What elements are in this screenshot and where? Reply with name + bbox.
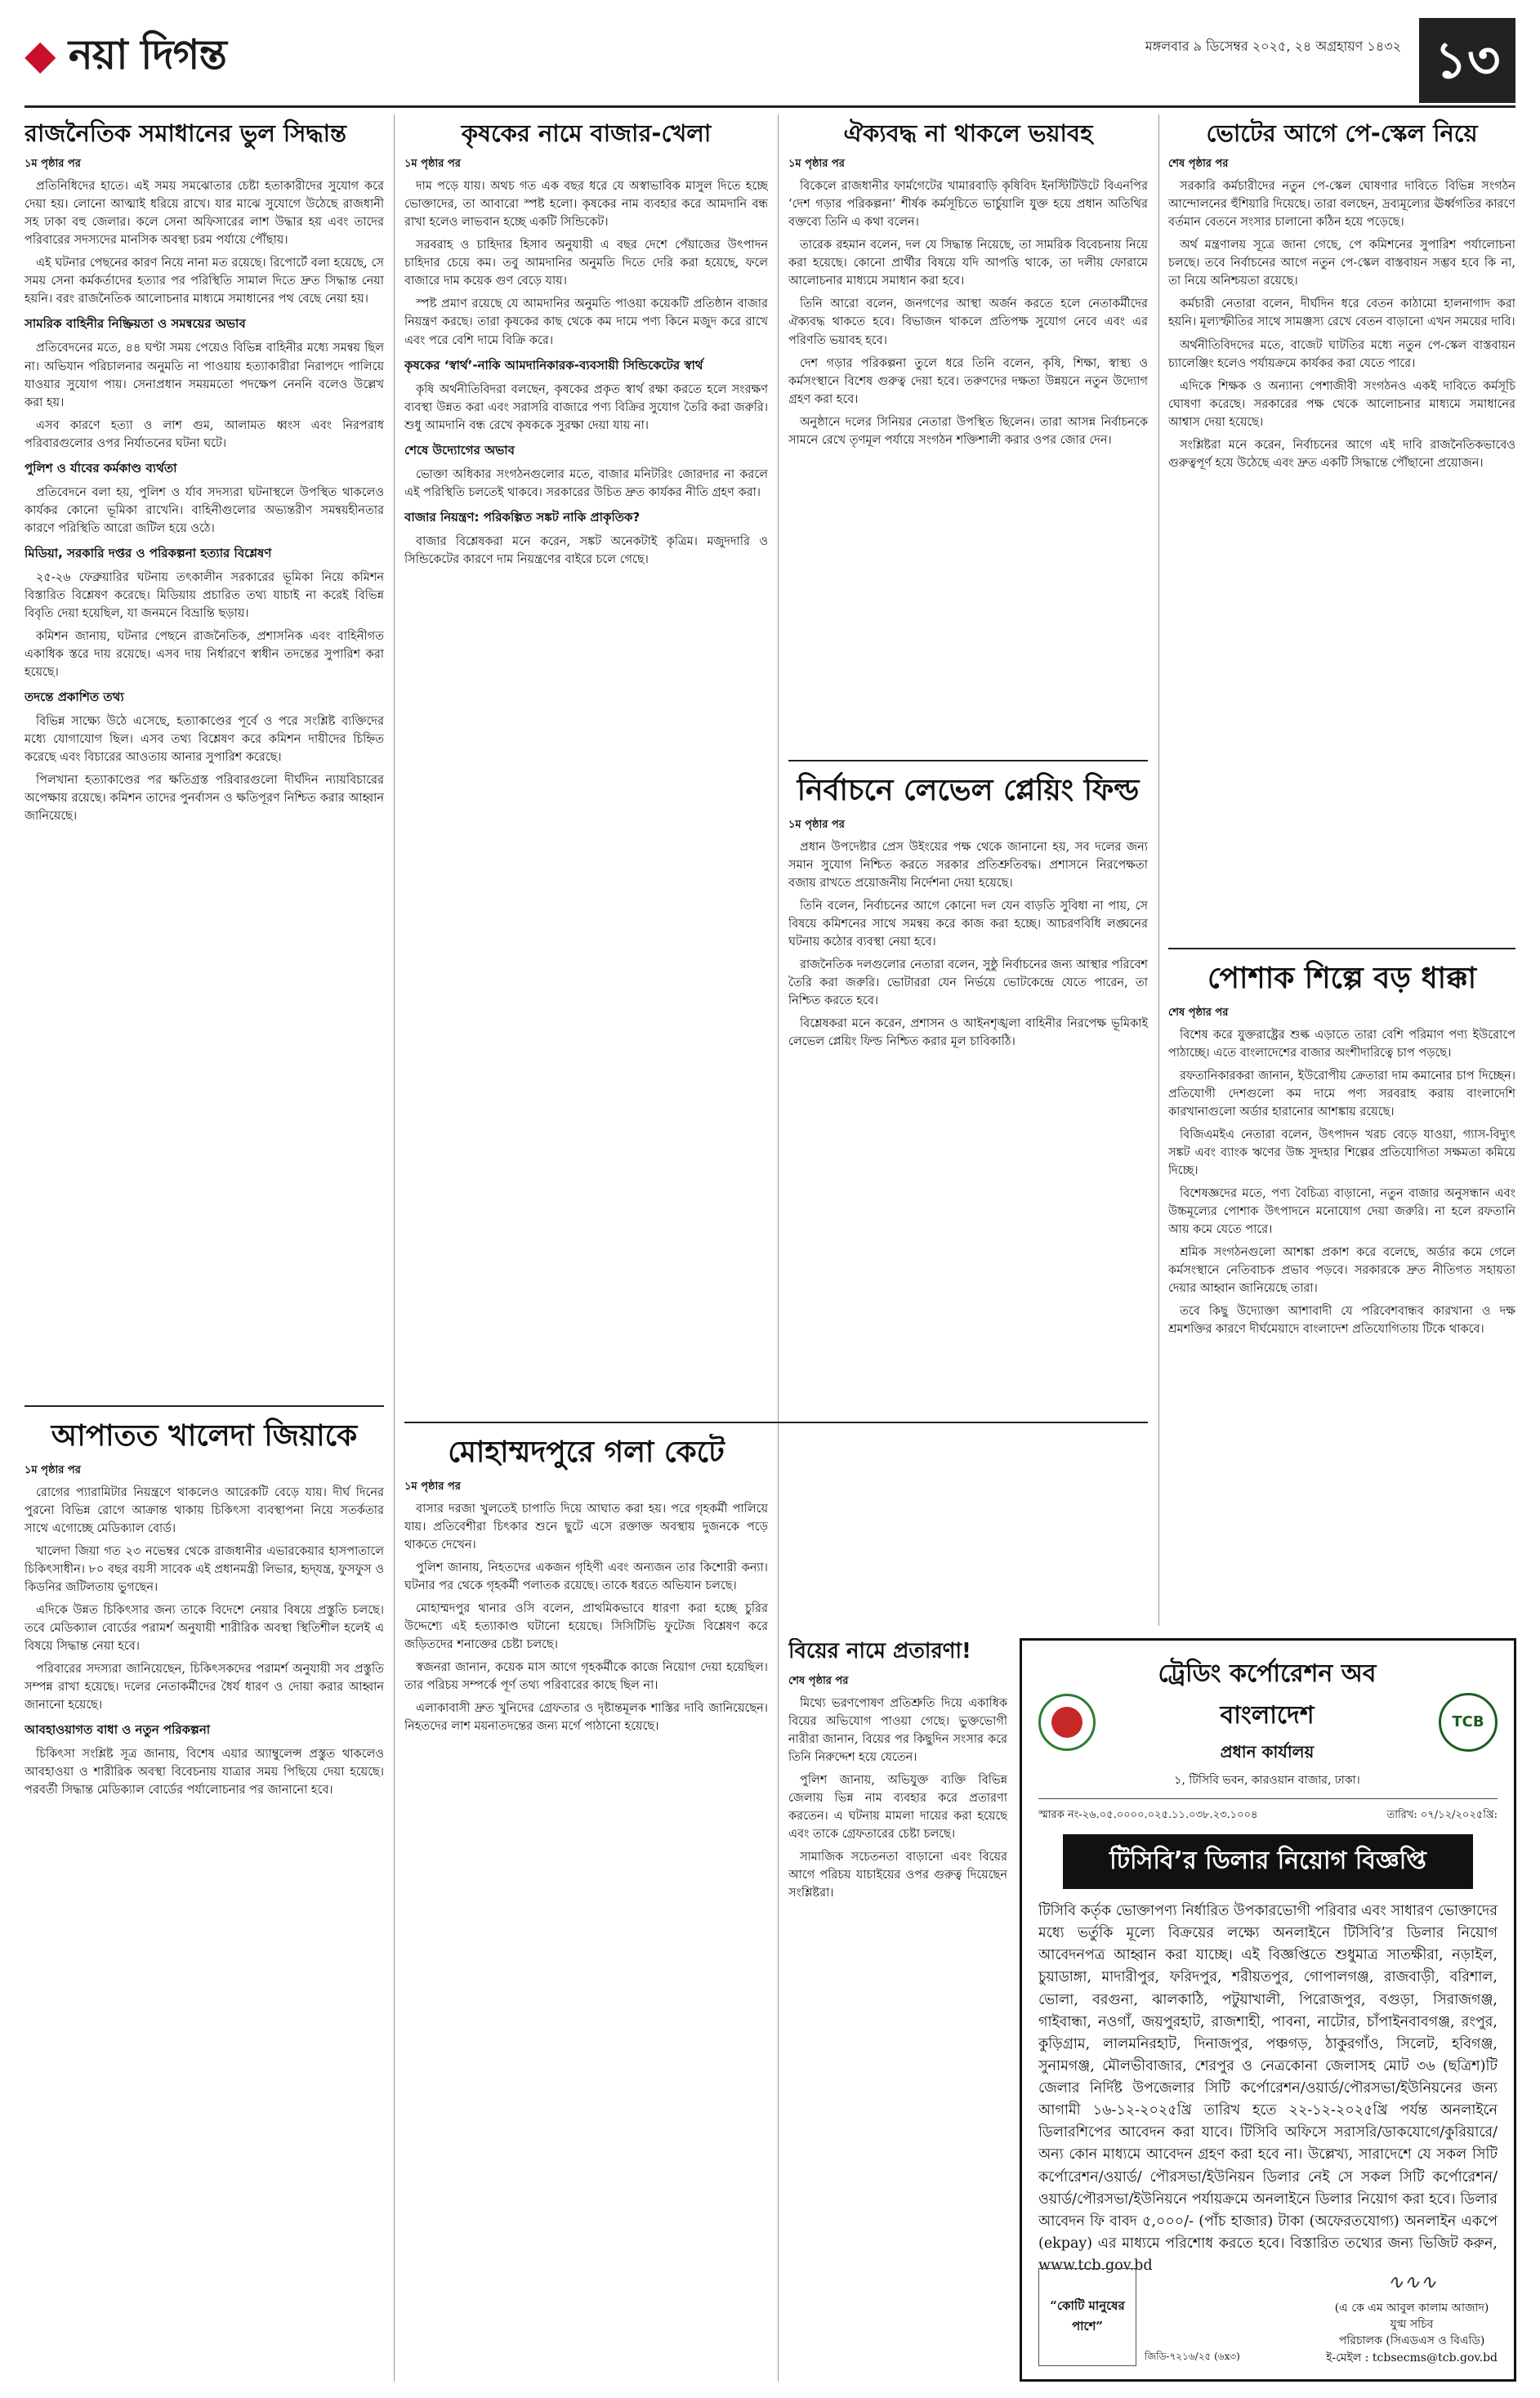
continuation-tag: শেষ পৃষ্ঠার পর [788, 1674, 849, 1687]
ad-title: টিসিবি’র ডিলার নিয়োগ বিজ্ঞপ্তি [1063, 1834, 1473, 1889]
paragraph: পরিবারের সদস্যরা জানিয়েছেন, চিকিৎসকদের পরামর্শ অনুযায়ী সব প্রস্তুতি সম্পন্ন রাখা হয়েছে। দলের নেতাকর্মীদের ধৈর্য ধারণ ও দোয়া করার আহ্বান জানানো হয়েছে। [25, 1663, 384, 1713]
headline[interactable]: রাজনৈতিক সমাধানের ভুল সিদ্ধান্ত [25, 119, 347, 147]
subheading: মিডিয়া, সরকারি দপ্তর ও পরিকল্পনা হত্যার বিশ্লেষণ [25, 545, 272, 560]
paragraph: সরকারি কর্মচারীদের নতুন পে-স্কেল ঘোষণার দাবিতে বিভিন্ন সংগঠন আন্দোলনের হুঁশিয়ারি দিয়েছে। তারা বলছেন, দ্রব্যমূল্যের ঊর্ধ্বগতির কারণে বর্তমান বেতনে সংসার চালানো কঠিন হয়ে পড়েছে। [1168, 180, 1515, 230]
subheading: সামরিক বাহিনীর নিষ্ক্রিয়তা ও সমন্বয়ের অভাব [25, 316, 246, 332]
tcb-logo-icon: TCB [1439, 1693, 1498, 1752]
logo-mark-icon: ◆ [25, 31, 56, 78]
paragraph: ২৫-২৬ ফেব্রুয়ারির ঘটনায় তৎকালীন সরকারের ভূমিকা নিয়ে কমিশন বিস্তারিত বিশ্লেষণ করেছে। মিডিয়ায় প্রচারিত তথ্য যাচাই না করেই বিভিন্ন বিবৃতি দেয়া হয়েছিল, যা জনমনে বিভ্রান্তি ছড়ায়। [25, 570, 384, 620]
ad-header [1038, 1654, 1498, 1799]
continuation-tag: শেষ পৃষ্ঠার পর [1168, 158, 1229, 171]
subheading: কৃষকের ‘স্বার্থ’-নাকি আমদানিকারক-ব্যবসায়ী সিন্ডিকেটের স্বার্থ [404, 357, 703, 373]
ad-footer [1038, 2268, 1498, 2366]
continuation-tag: ১ম পৃষ্ঠার পর [788, 819, 845, 831]
paragraph: বিভিন্ন সাক্ষ্যে উঠে এসেছে, হত্যাকাণ্ডের পূর্বে ও পরে সংশ্লিষ্ট ব্যক্তিদের মধ্যে যোগাযোগ ছিল। এসব তথ্য বিশ্লেষণ করে কমিশন দায়ীদের চিহ্নিত করেছে এবং বিচারের আওতায় আনার সুপারিশ করেছে। [25, 714, 384, 764]
article-political [25, 118, 384, 1389]
signer-department: পরিচালক (সিএডএস ও বিএডি) [1338, 2334, 1485, 2348]
paragraph: মিথ্যে ভরণপোষণ প্রতিশ্রুতি দিয়ে একাধিক বিয়ের অভিযোগ পাওয়া গেছে। ভুক্তভোগী নারীরা জানান, বিয়ের পর কিছুদিন সংসার করে তিনি নিরুদ্দেশ হয়ে যেতেন। [788, 1696, 1007, 1764]
paragraph: এই ঘটনার পেছনের কারণ নিয়ে নানা মত রয়েছে। রিপোর্টে বলা হয়েছে, সে সময় সেনা কর্মকর্তাদের হত্যার পর পরিস্থিতি সামাল দিতে দ্রুত সিদ্ধান্ত নেয়া হয়নি। বরং রাজনৈতিক আলোচনার মাধ্যমে সমাধানের পথ বেছে নেয়া হয়। [25, 257, 384, 306]
headline[interactable]: আপাতত খালেদা জিয়াকে [51, 1419, 358, 1453]
column-divider [394, 114, 395, 2382]
headline[interactable]: কৃষকের নামে বাজার-খেলা [461, 119, 712, 147]
paragraph: পুলিশ জানায়, নিহতদের একজন গৃহিণী এবং অন্যজন তার কিশোরী কন্যা। ঘটনার পর থেকে গৃহকর্মী পলাতক রয়েছে। তাকে ধরতে অভিযান চলছে। [404, 1561, 768, 1593]
subheading: বাজার নিয়ন্ত্রণ: পরিকল্পিত সঙ্কট নাকি প্রাকৃতিক? [404, 509, 641, 525]
paragraph: দাম পড়ে যায়। অথচ গত এক বছর ধরে যে অস্বাভাবিক মাসুল দিতে হচ্ছে ভোক্তাদের, তা আবারো স্পষ্ট হলো। কৃষকের নাম ব্যবহার করে আমদানি বন্ধ রাখা হলেও লাভবান হচ্ছে একটি সিন্ডিকেট। [404, 180, 768, 230]
paragraph: বিশেষ করে যুক্তরাষ্ট্রের শুল্ক এড়াতে তারা বেশি পরিমাণ পণ্য ইউরোপে পাঠাচ্ছে। এতে বাংলাদেশের বাজার অংশীদারিত্বে চাপ পড়ছে। [1168, 1029, 1515, 1061]
paragraph: রাজনৈতিক দলগুলোর নেতারা বলেন, সুষ্ঠু নির্বাচনের জন্য আস্থার পরিবেশ তৈরি করা জরুরি। ভোটাররা যেন নির্ভয়ে ভোটকেন্দ্রে যেতে পারেন, তা নিশ্চিত করতে হবে। [788, 958, 1148, 1008]
headline[interactable]: ভোটের আগে পে-স্কেল নিয়ে [1206, 119, 1478, 147]
paragraph: বাজার বিশ্লেষকরা মনে করেন, সঙ্কট অনেকটাই কৃত্রিম। মজুদদারি ও সিন্ডিকেটের কারণে দাম নিয়ন্ত্রণের বাইরে চলে গেছে। [404, 534, 768, 566]
signature-icon: ∿∿∿ [1386, 2271, 1437, 2294]
paragraph: প্রধান উপদেষ্টার প্রেস উইংয়ের পক্ষ থেকে জানানো হয়, সব দলের জন্য সমান সুযোগ নিশ্চিত করতে সরকার প্রতিশ্রুতিবদ্ধ। প্রশাসনে নিরপেক্ষতা বজায় রাখতে প্রয়োজনীয় নির্দেশনা দেয়া হয়েছে। [788, 841, 1148, 891]
headline[interactable]: মোহাম্মদপুরে গলা কেটে [448, 1436, 725, 1469]
article-unity [788, 118, 1148, 748]
paragraph: কর্মচারী নেতারা বলেন, দীর্ঘদিন ধরে বেতন কাঠামো হালনাগাদ করা হয়নি। মূল্যস্ফীতির সাথে সামঞ্জস্য রেখে বেতন বাড়ানো এখন সময়ের দাবি। [1168, 297, 1515, 329]
paragraph: চিকিৎসা সংশ্লিষ্ট সূত্র জানায়, বিশেষ এয়ার অ্যাম্বুলেন্স প্রস্তুত থাকলেও আবহাওয়া ও শারীরিক অবস্থা বিবেচনায় যাত্রার সময় পিছিয়ে দেয়া হয়েছে। পরবর্তী সিদ্ধান্ত মেডিক্যাল বোর্ডের পর্যালোচনার পর জানানো হবে। [25, 1748, 384, 1797]
continuation-tag: ১ম পৃষ্ঠার পর [788, 158, 845, 171]
section-divider [25, 1405, 384, 1407]
continuation-tag: ১ম পৃষ্ঠার পর [404, 158, 461, 171]
paragraph: বাসার দরজা খুলতেই চাপাতি দিয়ে আঘাত করা হয়। পরে গৃহকর্মী পালিয়ে যায়। প্রতিবেশীরা চিৎকার শুনে ছুটে এসে রক্তাক্ত অবস্থায় দুজনকে পড়ে থাকতে দেখেন। [404, 1503, 768, 1552]
contact-email[interactable]: ই-মেইল : tcbsecms@tcb.gov.bd [1326, 2351, 1498, 2365]
subheading: আবহাওয়াগত বাধা ও নতুন পরিকল্পনা [25, 1722, 211, 1738]
paragraph: রফতানিকারকরা জানান, ইউরোপীয় ক্রেতারা দাম কমানোর চাপ দিচ্ছেন। প্রতিযোগী দেশগুলো কম দামে পণ্য সরবরাহ করায় বাংলাদেশি কারখানাগুলো অর্ডার হারানোর আশঙ্কায় রয়েছে। [1168, 1069, 1515, 1119]
paragraph: শ্রমিক সংগঠনগুলো আশঙ্কা প্রকাশ করে বলেছে, অর্ডার কমে গেলে কর্মসংস্থানে নেতিবাচক প্রভাব পড়বে। সরকারকে দ্রুত নীতিগত সহায়তা দেয়ার আহ্বান জানিয়েছে তারা। [1168, 1246, 1515, 1296]
paragraph: বিজিএমইএ নেতারা বলেন, উৎপাদন খরচ বেড়ে যাওয়া, গ্যাস-বিদ্যুৎ সঙ্কট এবং ব্যাংক ঋণের উচ্চ সুদহার শিল্পের প্রতিযোগিতা সক্ষমতা কমিয়ে দিচ্ছে। [1168, 1128, 1515, 1178]
paragraph: স্পষ্ট প্রমাণ রয়েছে যে আমদানির অনুমতি পাওয়া কয়েকটি প্রতিষ্ঠান বাজার নিয়ন্ত্রণ করছে। তারা কৃষকের কাছ থেকে কম দামে পণ্য কিনে মজুদ করে রাখে এবং পরে বেশি দামে বিক্রি করে। [404, 297, 768, 347]
paragraph: খালেদা জিয়া গত ২৩ নভেম্বর থেকে রাজধানীর এভারকেয়ার হাসপাতালে চিকিৎসাধীন। ৮০ বছর বয়সী সাবেক এই প্রধানমন্ত্রী লিভার, হৃদ্‌যন্ত্র, ফুসফুস ও কিডনির জটিলতায় ভুগছেন। [25, 1545, 384, 1595]
paragraph: তারেক রহমান বলেন, দল যে সিদ্ধান্ত নিয়েছে, তা সামরিক বিবেচনায় নিয়ে করা হয়েছে। কোনো প্রার্থীর বিষয়ে যদি আপত্তি থাকে, তা দলীয় ফোরামে আলোচনার মাধ্যমে সমাধান করা হবে। [788, 239, 1148, 288]
org-address: ১, টিসিবি ভবন, কারওয়ান বাজার, ঢাকা। [1174, 1774, 1360, 1787]
masthead [25, 18, 1515, 108]
paragraph: সংশ্লিষ্টরা মনে করেন, নির্বাচনের আগে এই দাবি রাজনৈতিকভাবেও গুরুত্বপূর্ণ হয়ে উঠেছে এবং দ্রুত একটি সিদ্ধান্তে পৌঁছানো প্রয়োজন। [1168, 438, 1515, 470]
ad-organization [1107, 1654, 1427, 1790]
paragraph: প্রতিবেদনে বলা হয়, পুলিশ ও র্যাব সদস্যরা ঘটনাস্থলে উপস্থিত থাকলেও কার্যকর কোনো ভূমিকা রাখেনি। বাহিনীগুলোর অভ্যন্তরীণ সমন্বয়হীনতার কারণে পরিস্থিতি আরো জটিল হয়ে ওঠে। [25, 485, 384, 535]
headline[interactable]: বিয়ের নামে প্রতারণা! [788, 1639, 971, 1663]
signer-role: যুগ্ম সচিব [1390, 2318, 1434, 2332]
subheading: পুলিশ ও র্যাবের কর্মকাণ্ড ব্যর্থতা [25, 460, 177, 476]
paragraph: এদিকে শিক্ষক ও অন্যান্য পেশাজীবী সংগঠনও একই দাবিতে কর্মসূচি ঘোষণা করেছে। সরকারের পক্ষ থেকে আলোচনার মাধ্যমে সমাধানের আশ্বাস দেয়া হয়েছে। [1168, 379, 1515, 429]
subheading: শেষে উদ্যোগের অভাব [404, 442, 515, 458]
page-number: ১৩ [1419, 18, 1515, 103]
article-khaleda [25, 1418, 384, 2382]
ad-code: জিডি-৭২১৬/২৫ (৬x৩) [1145, 2351, 1240, 2362]
paragraph: অর্থ মন্ত্রণালয় সূত্রে জানা গেছে, পে কমিশনের সুপারিশ পর্যালোচনা চলছে। তবে নির্বাচনের আগে নতুন পে-স্কেল বাস্তবায়ন সম্ভব হবে কি না, তা নিয়ে অনিশ্চয়তা রয়েছে। [1168, 239, 1515, 288]
paragraph: সামাজিক সচেতনতা বাড়ানো এবং বিয়ের আগে পরিচয় যাচাইয়ের ওপর গুরুত্ব দিয়েছেন সংশ্লিষ্টরা। [788, 1850, 1007, 1900]
article-payscale [1168, 118, 1515, 936]
continuation-tag: শেষ পৃষ্ঠার পর [1168, 1007, 1229, 1019]
article-garments [1168, 960, 1515, 1626]
paragraph: অনুষ্ঠানে দলের সিনিয়র নেতারা উপস্থিত ছিলেন। তারা আসন্ন নির্বাচনকে সামনে রেখে তৃণমূল পর্যায়ে সংগঠন শক্তিশালী করার ওপর জোর দেন। [788, 415, 1148, 447]
paragraph: তিনি বলেন, নির্বাচনের আগে কোনো দল যেন বাড়তি সুবিধা না পায়, সে বিষয়ে কমিশনের সাথে সমন্বয় করে কাজ করা হচ্ছে। আচরণবিধি লঙ্ঘনের ঘটনায় কঠোর ব্যবস্থা নেয়া হবে। [788, 900, 1148, 949]
logo-text: নয়া দিগন্ত [68, 31, 226, 78]
ad-body-text: টিসিবি কর্তৃক ভোক্তাপণ্য নির্ধারিত উপকারভোগী পরিবার এবং সাধারণ ভোক্তাদের মধ্যে ভর্তুকি মূল্যে বিক্রয়ের লক্ষ্যে অনলাইনে টিসিবি’র ডিলার নিয়োগ আবেদনপত্র আহ্বান করা যাচ্ছে। এই বিজ্ঞপ্তিতে শুধুমাত্র সাতক্ষীরা, নড়াইল, চুয়াডাঙ্গা, মাদারীপুর, ফরিদপুর, শরীয়তপুর, গোপালগঞ্জ, রাজবাড়ী, বরিশাল, ভোলা, বরগুনা, ঝালকাঠি, পটুয়াখালী, পিরোজপুর, বগুড়া, সিরাজগঞ্জ, গাইবান্ধা, নওগাঁ, জয়পুরহাট, রাজশাহী, পাবনা, নাটোর, চাঁপাইনবাবগঞ্জ, রংপুর, কুড়িগ্রাম, লালমনিরহাট, দিনাজপুর, পঞ্চগড়, ঠাকুরগাঁও, সিলেট, হবিগঞ্জ, সুনামগঞ্জ, মৌলভীবাজার, শেরপুর ও নেত্রকোনা জেলাসহ মোট ৩৬ (ছত্রিশ)টি জেলার নির্দিষ্ট উপজেলার সিটি কর্পোরেশন/ওয়ার্ড/পৌরসভা/ইউনিয়নের জন্য আগামী ১৬-১২-২০২৫খ্রি তারিখ হতে ২২-১২-২০২৫খ্রি পর্যন্ত অনলাইনে ডিলারশিপের আবেদন করা যাবে। টিসিবি অফিসে সরাসরি/ডাকযোগে/কুরিয়ারে/ অন্য কোন মাধ্যমে আবেদন গ্রহণ করা হবে না। উল্লেখ্য, সারাদেশে যে সকল সিটি কর্পোরেশন/ওয়ার্ড/ পৌরসভা/ইউনিয়ন ডিলার নেই সে সকল সিটি কর্পোরেশন/ওয়ার্ড/পৌরসভা/ইউনিয়নে পর্যায়ক্রমে অনলাইনে ডিলার নিয়োগ করা হবে। ডিলার আবেদন ফি বাবদ ৫,০০০/- (পাঁচ হাজার) টাকা (অফেরতযোগ্য) অনলাইন একপে (ekpay) এর মাধ্যমে পরিশোধ করতে হবে। বিস্তারিত তথ্যের জন্য ভিজিট করুন, www.tcb.gov.bd [1038, 1903, 1498, 2274]
paragraph: প্রতিবেদনের মতে, ৪৪ ঘণ্টা সময় পেয়েও বিভিন্ন বাহিনীর মধ্যে সমন্বয় ছিল না। অভিযান পরিচালনার অনুমতি না পাওয়ায় হত্যাকারীরা নিরাপদে পালিয়ে যাওয়ার সুযোগ পায়। সেনাপ্রধান সময়মতো পদক্ষেপ নেননি বলেও উল্লেখ করা হয়। [25, 342, 384, 409]
paragraph: প্রতিনিধিদের হাতে। এই সময় সমঝোতার চেষ্টা হতাকারীদের সুযোগ করে দেয়া হয়। লোনো আত্মাই ধরিয়ে রাখে। যার মাঝে সুযোগে উঠেছে রাজধানী সহ ঢাকা বহু জেলার। কলে সেনা অফিসারের লাশ উদ্ধার হয় এবং তাদের পরিবারের সদস্যদের মানসিক অবস্থা চরম পর্যায়ে পৌঁছায়। [25, 180, 384, 248]
memo-number: স্মারক নং-২৬.০৫.০০০০.০২৫.১১.০৩৮.২৩.১০০৪ [1038, 1809, 1258, 1821]
subheading: তদন্তে প্রকাশিত তথ্য [25, 689, 124, 704]
paragraph: এদিকে উন্নত চিকিৎসার জন্য তাকে বিদেশে নেয়ার বিষয়ে প্রস্তুতি চলছে। তবে মেডিক্যাল বোর্ডের পরামর্শ অনুযায়ী শারীরিক অবস্থা স্থিতিশীল হলেই এ বিষয়ে সিদ্ধান্ত নেয়া হবে। [25, 1604, 384, 1654]
ad-reference-line [1038, 1807, 1498, 1824]
article-election [788, 772, 1148, 1413]
column-divider [1158, 114, 1159, 1626]
section-divider [1168, 948, 1515, 949]
section-divider [788, 760, 1148, 761]
memo-date: তারিখ: ০৭/১২/২০২৫খ্রি: [1386, 1809, 1498, 1821]
continuation-tag: ১ম পৃষ্ঠার পর [25, 158, 81, 171]
signature-block [1326, 2268, 1498, 2366]
paragraph: সরবরাহ ও চাহিদার হিসাব অনুযায়ী এ বছর দেশে পেঁয়াজের উৎপাদন চাহিদার চেয়ে কম। তবু আমদানির অনুমতি দিতে দেরি করা হয়েছে, ফলে বাজারে দাম কয়েক গুণ বেড়ে যায়। [404, 239, 768, 288]
tcb-dealer-advertisement [1020, 1638, 1516, 2382]
headline[interactable]: ঐক্যবদ্ধ না থাকলে ভয়াবহ [843, 119, 1093, 147]
government-seal-icon [1038, 1694, 1096, 1751]
article-fraud [788, 1638, 1007, 2382]
article-farmer [404, 118, 768, 1413]
paragraph: এসব কারণে হত্যা ও লাশ গুম, আলামত ধ্বংস এবং নিরপরাধ পরিবারগুলোর ওপর নির্যাতনের ঘটনা ঘটে। [25, 418, 384, 450]
article-mohammadpur [404, 1434, 768, 2382]
continuation-tag: ১ম পৃষ্ঠার পর [404, 1480, 461, 1493]
paragraph: কমিশন জানায়, ঘটনার পেছনে রাজনৈতিক, প্রশাসনিক এবং বাহিনীগত একাধিক স্তরে দায় রয়েছে। এসব দায় নির্ধারণে স্বাধীন তদন্তের সুপারিশ করা হয়েছে। [25, 629, 384, 679]
headline[interactable]: পোশাক শিল্পে বড় ধাক্কা [1207, 962, 1477, 995]
slogan-box: “কোটি মানুষের পাশে” [1038, 2268, 1136, 2366]
paragraph: পুলিশ জানায়, অভিযুক্ত ব্যক্তি বিভিন্ন জেলায় ভিন্ন নাম ব্যবহার করে প্রতারণা করতেন। এ ঘটনায় মামলা দায়ের করা হয়েছে এবং তাকে গ্রেফতারের চেষ্টা চলছে। [788, 1773, 1007, 1841]
paragraph: কৃষি অর্থনীতিবিদরা বলছেন, কৃষকের প্রকৃত স্বার্থ রক্ষা করতে হলে সংরক্ষণ ব্যবস্থা উন্নত করা এবং সরাসরি বাজারে পণ্য বিক্রির সুযোগ তৈরি করা জরুরি। শুধু আমদানি বন্ধ রেখে কৃষককে সুরক্ষা দেয়া যায় না। [404, 382, 768, 432]
paragraph: বিশেষজ্ঞদের মতে, পণ্য বৈচিত্র্য বাড়ানো, নতুন বাজার অনুসন্ধান এবং উচ্চমূল্যের পোশাক উৎপাদনে মনোযোগ দেয়া জরুরি। না হলে রফতানি আয় কমে যেতে পারে। [1168, 1187, 1515, 1237]
org-name: ট্রেডিং কর্পোরেশন অব বাংলাদেশ [1158, 1659, 1377, 1730]
newspaper-logo[interactable] [25, 25, 226, 92]
paragraph: তবে কিছু উদ্যোক্তা আশাবাদী যে পরিবেশবান্ধব কারখানা ও দক্ষ শ্রমশক্তির কারণে দীর্ঘমেয়াদে বাংলাদেশ প্রতিযোগিতায় টিকে থাকবে। [1168, 1305, 1515, 1337]
headline[interactable]: নির্বাচনে লেভেল প্লেয়িং ফিল্ড [797, 774, 1140, 807]
paragraph: ভোক্তা অধিকার সংগঠনগুলোর মতে, বাজার মনিটরিং জোরদার না করলে এই পরিস্থিতি চলতেই থাকবে। সরকারের উচিত দ্রুত কার্যকর নীতি গ্রহণ করা। [404, 467, 768, 499]
paragraph: মোহাম্মদপুর থানার ওসি বলেন, প্রাথমিকভাবে ধারণা করা হচ্ছে চুরির উদ্দেশ্যে এই হত্যাকাণ্ড ঘটানো হয়েছে। সিসিটিভি ফুটেজ বিশ্লেষণ করে জড়িতদের শনাক্তের চেষ্টা চলছে। [404, 1602, 768, 1652]
paragraph: বিকেলে রাজধানীর ফার্মগেটের খামারবাড়ি কৃষিবিদ ইনস্টিটিউটে বিএনপির ‘দেশ গড়ার পরিকল্পনা’ শীর্ষক কর্মসূচিতে ভার্চুয়ালি যুক্ত হয়ে প্রধান অতিথির বক্তব্যে তিনি এ কথা বলেন। [788, 180, 1148, 230]
paragraph: বিশ্লেষকরা মনে করেন, প্রশাসন ও আইনশৃঙ্খলা বাহিনীর নিরপেক্ষ ভূমিকাই লেভেল প্লেয়িং ফিল্ড নিশ্চিত করার মূল চাবিকাঠি। [788, 1017, 1148, 1049]
office-name: প্রধান কার্যালয় [1220, 1742, 1315, 1762]
date-line: মঙ্গলবার ৯ ডিসেম্বর ২০২৫, ২৪ অগ্রহায়ণ ১৪৩২ [1145, 38, 1401, 54]
paragraph: রোগের প্যারামিটার নিয়ন্ত্রণে থাকলেও আরেকটি বেড়ে যায়। দীর্ঘ দিনের পুরনো বিভিন্ন রোগে আক্রান্ত থাকায় চিকিৎসা ব্যবস্থাপনা নিয়ে সতর্কতার সাথে এগোচ্ছে মেডিক্যাল বোর্ড। [25, 1486, 384, 1536]
paragraph: অর্থনীতিবিদদের মতে, বাজেট ঘাটতির মধ্যে নতুন পে-স্কেল বাস্তবায়ন চ্যালেঞ্জিং হলেও পর্যায়ক্রমে কার্যকর করা যেতে পারে। [1168, 338, 1515, 370]
paragraph: স্বজনরা জানান, কয়েক মাস আগে গৃহকর্মীকে কাজে নিয়োগ দেয়া হয়েছিল। তার পরিচয় সম্পর্কে পূর্ণ তথ্য পরিবারের কাছে ছিল না। [404, 1661, 768, 1693]
paragraph: তিনি আরো বলেন, জনগণের আস্থা অর্জন করতে হলে নেতাকর্মীদের ঐক্যবদ্ধ থাকতে হবে। বিভাজন থাকলে প্রতিপক্ষ সুযোগ নেবে এবং এর পরিণতি ভয়াবহ হবে। [788, 297, 1148, 347]
paragraph: দেশ গড়ার পরিকল্পনা তুলে ধরে তিনি বলেন, কৃষি, শিক্ষা, স্বাস্থ্য ও কর্মসংস্থানে বিশেষ গুরুত্ব দেয়া হবে। তরুণদের দক্ষতা উন্নয়নে নতুন উদ্যোগ গ্রহণ করা হবে। [788, 356, 1148, 406]
paragraph: পিলখানা হত্যাকাণ্ডের পর ক্ষতিগ্রস্ত পরিবারগুলো দীর্ঘদিন ন্যায়বিচারের অপেক্ষায় রয়েছে। কমিশন তাদের পুনর্বাসন ও ক্ষতিপূরণ নিশ্চিত করার আহ্বান জানিয়েছে। [25, 774, 384, 824]
signer-name: (এ কে এম আবুল কালাম আজাদ) [1334, 2301, 1489, 2315]
section-divider [404, 1422, 1148, 1423]
column-divider [778, 114, 779, 2382]
paragraph: এলাকাবাসী দ্রুত খুনিদের গ্রেফতার ও দৃষ্টান্তমূলক শাস্তির দাবি জানিয়েছেন। নিহতদের লাশ ময়নাতদন্তের জন্য মর্গে পাঠানো হয়েছে। [404, 1702, 768, 1734]
continuation-tag: ১ম পৃষ্ঠার পর [25, 1464, 81, 1476]
